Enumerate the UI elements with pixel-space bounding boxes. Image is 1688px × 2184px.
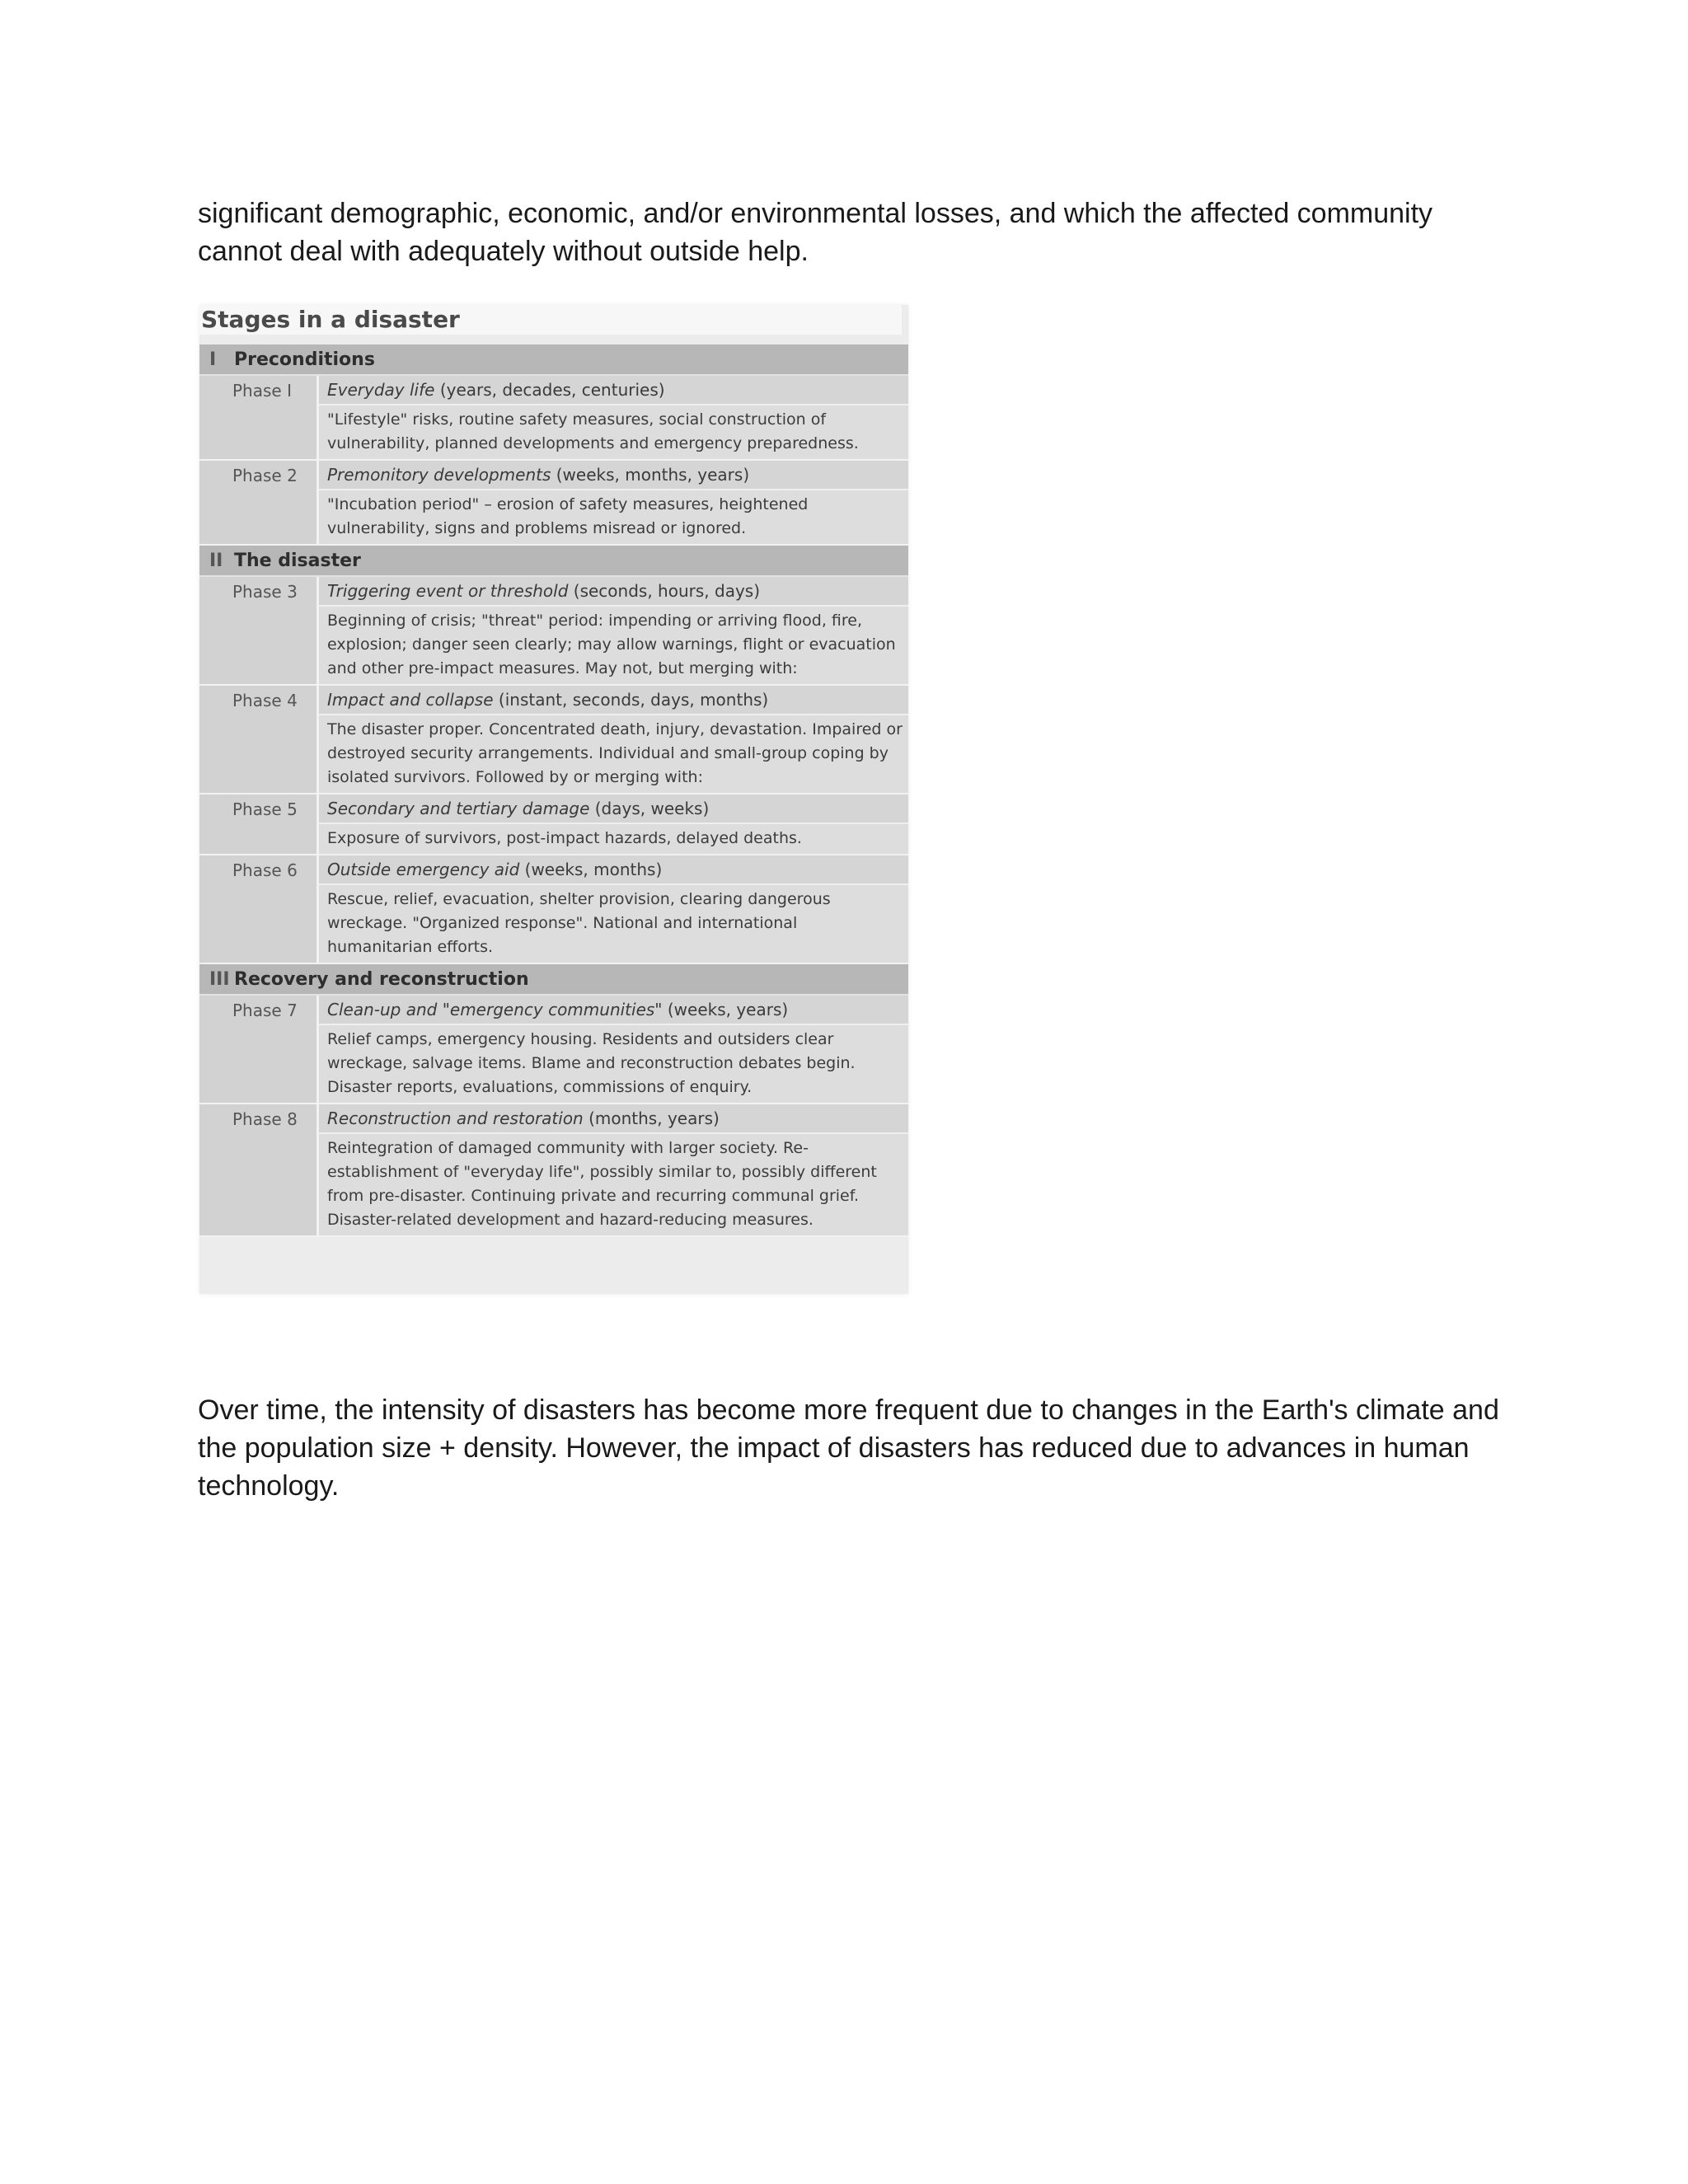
phase-duration: (instant, seconds, days, months)	[498, 690, 769, 710]
phase-body	[319, 1104, 908, 1235]
phase-name: Secondary and tertiary damage	[327, 799, 590, 818]
phase-body	[319, 996, 908, 1103]
phase-row	[199, 855, 908, 964]
phase-row	[199, 376, 908, 461]
intro-paragraph: significant demographic, economic, and/or environmental losses, and which the affected community cannot deal with adequately without outside help.	[198, 198, 1433, 267]
phase-body	[319, 577, 908, 684]
phase-heading	[319, 794, 908, 824]
section-numeral: I	[209, 349, 217, 370]
phase-name: Impact and collapse	[327, 690, 494, 710]
phase-body	[319, 376, 908, 459]
section-numeral: II	[209, 551, 223, 571]
phase-heading	[319, 855, 908, 885]
stages-table	[199, 344, 908, 1237]
phase-duration: (days, weeks)	[594, 799, 710, 818]
phase-label: Phase 7	[199, 996, 319, 1103]
phase-heading	[319, 376, 908, 405]
phase-label: Phase 6	[199, 855, 319, 963]
closing-paragraph: Over time, the intensity of disasters has become more frequent due to changes in the Earth's climate and the population size + density. However, the impact of disasters has reduced due to advances in human technology.	[198, 1394, 1499, 1502]
phase-name: Premonitory developments	[327, 465, 551, 485]
phase-heading	[319, 686, 908, 715]
phase-duration: (weeks, years)	[667, 1000, 789, 1019]
section-header	[199, 344, 908, 376]
phase-duration: (weeks, months)	[524, 860, 663, 879]
phase-description: Relief camps, emergency housing. Residents and outsiders clear wreckage, salvage items. Blame and reconstruction debates begin. Disaster reports, evaluations, commissions of enquiry.	[319, 1025, 908, 1103]
phase-body	[319, 794, 908, 854]
phase-label: Phase 5	[199, 794, 319, 854]
phase-heading	[319, 996, 908, 1025]
phase-row	[199, 686, 908, 794]
phase-name: Clean-up and "emergency communities"	[327, 1000, 663, 1019]
phase-heading	[319, 461, 908, 490]
phase-description: "Incubation period" – erosion of safety measures, heightened vulnerability, signs and problems misread or ignored.	[319, 490, 908, 544]
phase-name: Reconstruction and restoration	[327, 1108, 584, 1128]
phase-description: Rescue, relief, evacuation, shelter provision, clearing dangerous wreckage. "Organized response". National and international humanitarian efforts.	[319, 885, 908, 963]
section-header	[199, 964, 908, 996]
phase-name: Everyday life	[327, 380, 435, 400]
phase-name: Triggering event or threshold	[327, 581, 569, 601]
phase-description: "Lifestyle" risks, routine safety measures, social construction of vulnerability, planned developments and emergency preparedness.	[319, 405, 908, 459]
phase-duration: (years, decades, centuries)	[439, 380, 665, 400]
phase-body	[319, 461, 908, 544]
phase-row	[199, 996, 908, 1104]
phase-row	[199, 461, 908, 546]
phase-heading	[319, 577, 908, 607]
phase-row	[199, 1104, 908, 1237]
phase-name: Outside emergency aid	[327, 860, 520, 879]
phase-description: Exposure of survivors, post-impact hazards, delayed deaths.	[319, 824, 908, 854]
phase-description: The disaster proper. Concentrated death, injury, devastation. Impaired or destroyed security arrangements. Individual and small-group coping by isolated survivors. Followed by or merging with:	[319, 715, 908, 793]
phase-duration: (months, years)	[588, 1108, 720, 1128]
stages-table-figure	[199, 305, 908, 1294]
phase-duration: (seconds, hours, days)	[573, 581, 761, 601]
phase-heading	[319, 1104, 908, 1134]
phase-row	[199, 794, 908, 855]
phase-body	[319, 686, 908, 793]
phase-label: Phase 4	[199, 686, 319, 793]
phase-label: Phase 2	[199, 461, 319, 544]
phase-row	[199, 577, 908, 686]
phase-description: Reintegration of damaged community with larger society. Re-establishment of "everyday life", possibly similar to, possibly different from pre-disaster. Continuing private and recurring communal grief. Disaster-related development and hazard-reducing measures.	[319, 1134, 908, 1235]
section-header	[199, 546, 908, 577]
phase-label: Phase 8	[199, 1104, 319, 1235]
phase-description: Beginning of crisis; "threat" period: impending or arriving flood, fire, explosion; danger seen clearly; may allow warnings, flight or evacuation and other pre-impact measures. May not, but merging with:	[319, 607, 908, 684]
section-numeral: III	[209, 969, 230, 990]
section-heading: Recovery and reconstruction	[234, 969, 529, 990]
phase-body	[319, 855, 908, 963]
phase-label: Phase 3	[199, 577, 319, 684]
figure-title: Stages in a disaster	[199, 305, 902, 335]
phase-duration: (weeks, months, years)	[556, 465, 750, 485]
phase-label: Phase I	[199, 376, 319, 459]
section-heading: The disaster	[234, 551, 361, 571]
section-heading: Preconditions	[234, 349, 375, 370]
